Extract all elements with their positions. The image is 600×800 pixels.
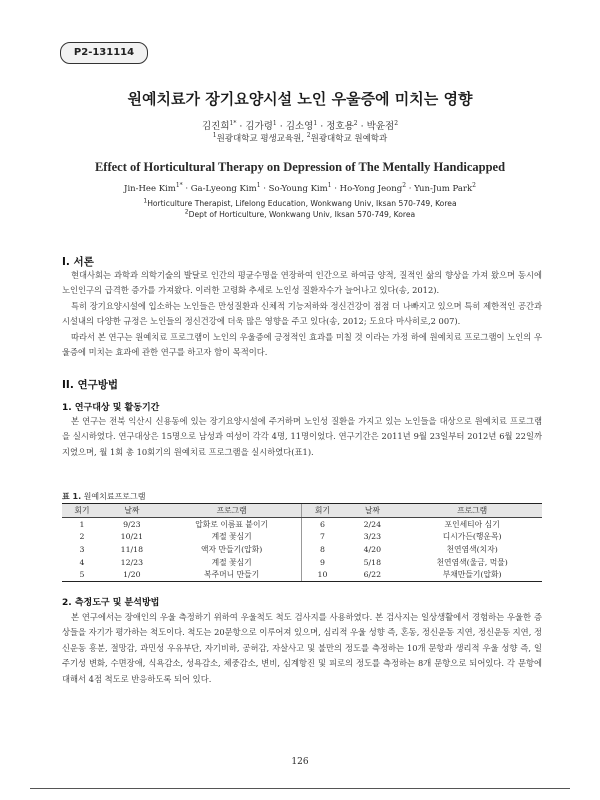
cell: 12/23: [120, 557, 144, 567]
affiliation-superscript: 1: [212, 132, 217, 140]
author-superscript: 1: [313, 119, 318, 127]
cell: 복주머니 만들기: [162, 568, 302, 581]
author-name: 박윤점: [366, 121, 395, 132]
cell: 7: [302, 531, 342, 544]
subjects-paragraph: 본 연구는 전북 익산시 신용동에 있는 장기요양시설에 주거하며 노인성 질환을 가지고 있는 노인들을 대상으로 원예치료 프로그램을 실시하였다. 연구대상은 15명으로 남성과 여성이 각각 4명, 11명이었다. 연구기간은 2011년 9월 23일부터 2012년 6월 22일까지였으며, 월 1회 총 10회기의 원예치료 프로그램을 실시하였다(표1).: [62, 416, 542, 457]
cell: 11/18: [120, 544, 144, 554]
affiliation-superscript: 1: [143, 197, 148, 205]
title-korean: 원예치료가 장기요양시설 노인 우울증에 미치는 영향: [127, 90, 473, 108]
cell: 9: [302, 556, 342, 569]
cell: 4/20: [363, 544, 382, 554]
author-superscript: 1: [327, 182, 332, 190]
cell: 1: [79, 519, 85, 529]
table-row: [62, 568, 542, 581]
affiliation-text: 원광대학교 원예학과: [310, 134, 388, 144]
cell: 8: [302, 543, 342, 556]
poster-id-badge: P2-131114: [60, 42, 148, 64]
header-session: 회기: [62, 504, 102, 518]
header-program: 프로그램: [402, 504, 542, 518]
header-date: 날짜: [342, 504, 402, 518]
affiliation-text: Dept of Horticulture, Wonkwang Univ, Iksan 570-749, Korea: [188, 210, 416, 219]
cell: 3: [79, 544, 85, 554]
author-name: 김소영: [285, 121, 314, 132]
author-superscript: 1: [256, 182, 261, 190]
author-name: Ga-Lyeong Kim: [190, 184, 257, 194]
cell: 4: [79, 557, 85, 567]
cell: 3/23: [363, 532, 382, 542]
cell: 천연염색(치자): [446, 544, 498, 554]
cell: 천연염색(울금, 먹물): [436, 557, 508, 567]
authors-korean: 김진희$^{1*}$ · 김가령$^1$ · 김소영$^1$ · 정호용$^2$ · 박윤점$^2$: [201, 119, 399, 132]
affiliation-english-1: [0, 199, 600, 208]
cell: 액자 만들기(압화): [201, 544, 263, 554]
affiliation-text: 원광대학교 평생교육원,: [216, 134, 305, 144]
table-caption-text: 원예치료프로그램: [83, 492, 146, 501]
table-row: [62, 531, 542, 544]
affiliation-superscript: 2: [184, 208, 189, 216]
header-session: 회기: [302, 504, 342, 518]
header-program: 프로그램: [162, 504, 302, 518]
author-superscript: 2: [353, 119, 358, 127]
subsection-heading-subjects: 1. 연구대상 및 활동기간: [62, 403, 160, 413]
author-superscript: 2: [472, 182, 476, 190]
affiliation-text: Horticulture Therapist, Lifelong Education, Wonkwang Univ, Iksan 570-749, Korea: [147, 199, 457, 208]
author-name: So-Young Kim: [268, 184, 328, 194]
subsection-heading-measures: 2. 측정도구 및 분석방법: [62, 598, 160, 608]
measures-paragraph: 본 연구에서는 장애인의 우울 측정하기 위하여 우울척도 척도 검사지를 사용하였다. 본 검사지는 일상생활에서 경험하는 우울한 증상들을 자기가 평가하는 척도이다. 척도는 20문항으로 이루어져 있으며, 심리적 우울 성향 즉, 혼동, 정신운동 지연, 정신운동 지연, 정신운동 흥분, 절망감, 과민성 우유부단, 자기비하, 공허감, 자살사고 및 불만의 정도를 측정하는 10개 문항과 생리적 우울 성향 즉, 일주기성 변화, 수면장애, 식욕감소, 성욕감소, 체중감소, 변비, 심계항진 및 피로의 정도를 측정하는 8개 문항으로 되어있다. 각 문항에 대해서 4점 척도로 반응하도록 되어 있다.: [62, 612, 542, 684]
footer-divider: [30, 788, 570, 789]
cell: 5/18: [363, 557, 382, 567]
program-table: [62, 503, 542, 582]
cell: 디시가든(행운목): [442, 532, 502, 542]
author-superscript: 1: [272, 119, 277, 127]
author-superscript: 2: [402, 182, 407, 190]
cell: 2/24: [363, 519, 382, 529]
affiliations-korean: [0, 132, 600, 144]
header-date: 날짜: [102, 504, 162, 518]
cell: 10/21: [120, 532, 144, 542]
table-row: [62, 518, 542, 531]
table-row: [62, 543, 542, 556]
author-name: 김가령: [245, 121, 273, 132]
author-superscript: 1*: [175, 182, 183, 190]
section-heading-intro: I. 서론: [62, 256, 94, 268]
author-name: 정호용: [326, 121, 354, 132]
cell: 부채만들기(압화): [402, 568, 542, 581]
author-superscript: 2: [394, 119, 399, 127]
cell: 1/20: [102, 568, 162, 581]
intro-paragraph-3: 따라서 본 연구는 원예치료 프로그램이 노인의 우울증에 긍정적인 효과를 미칠 것 이라는 가정 하에 원예치료 프로그램이 노인의 우울증에 미치는 효과에 관한 연구를 하고자 함이 목적이다.: [62, 332, 542, 358]
cell: 계절 꽃심기: [211, 532, 252, 542]
intro-paragraph-1: 현대사회는 과학과 의학기술의 발달로 인간의 평균수명을 연장하여 인간으로 하여금 양적, 질적인 삶의 향상을 가져 왔으며 동시에 노인인구의 급격한 증가를 가져왔다. 이러한 고령화 추세로 노인성 질환자수가 늘어나고 있다(송, 2012).: [62, 270, 542, 296]
cell: 9/23: [123, 519, 141, 529]
author-name: Jin-Hee Kim: [124, 184, 176, 194]
table-caption: [62, 491, 146, 502]
author-name: Yun-Jum Park: [414, 184, 473, 194]
cell: 압화로 이름표 붙이기: [195, 519, 269, 529]
cell: 5: [62, 568, 102, 581]
section-heading-methods: II. 연구방법: [62, 379, 119, 391]
cell: 포인세티아 심기: [444, 519, 500, 529]
author-name: Ho-Yong Jeong: [339, 184, 403, 194]
author-name: 김진희: [201, 121, 230, 132]
table-header-row: [62, 504, 542, 518]
table-caption-label: 표 1.: [62, 492, 82, 501]
author-superscript: 1*: [229, 119, 237, 127]
table-row: [62, 556, 542, 569]
affiliation-superscript: 2: [306, 132, 311, 140]
title-english: Effect of Horticultural Therapy on Depression of The Mentally Handicapped: [94, 160, 506, 174]
cell: 2: [79, 532, 85, 542]
page-number: 126: [291, 757, 309, 767]
cell: 계절 꽃심기: [211, 557, 252, 567]
cell: 6/22: [342, 568, 402, 581]
authors-english: Jin-Hee Kim$^{1*}$ · Ga-Lyeong Kim$^1$ · So-Young Kim$^1$ · Ho-Yong Jeong$^2$ · Yun-Jum Park$^2$: [124, 182, 476, 194]
cell: 6: [302, 518, 342, 531]
cell: 10: [302, 568, 342, 581]
affiliation-english-2: [0, 210, 600, 219]
intro-paragraph-2: 특히 장기요양시설에 입소하는 노인들은 만성질환과 신체적 기능저하와 정신건강이 점점 더 나빠지고 있으며 특히 제한적인 공간과 시설내의 다양한 규정은 노인들의 정신건강에 더욱 많은 영향을 주고 있다(송, 2012; 도요다 마사히로,2 007).: [62, 301, 542, 327]
